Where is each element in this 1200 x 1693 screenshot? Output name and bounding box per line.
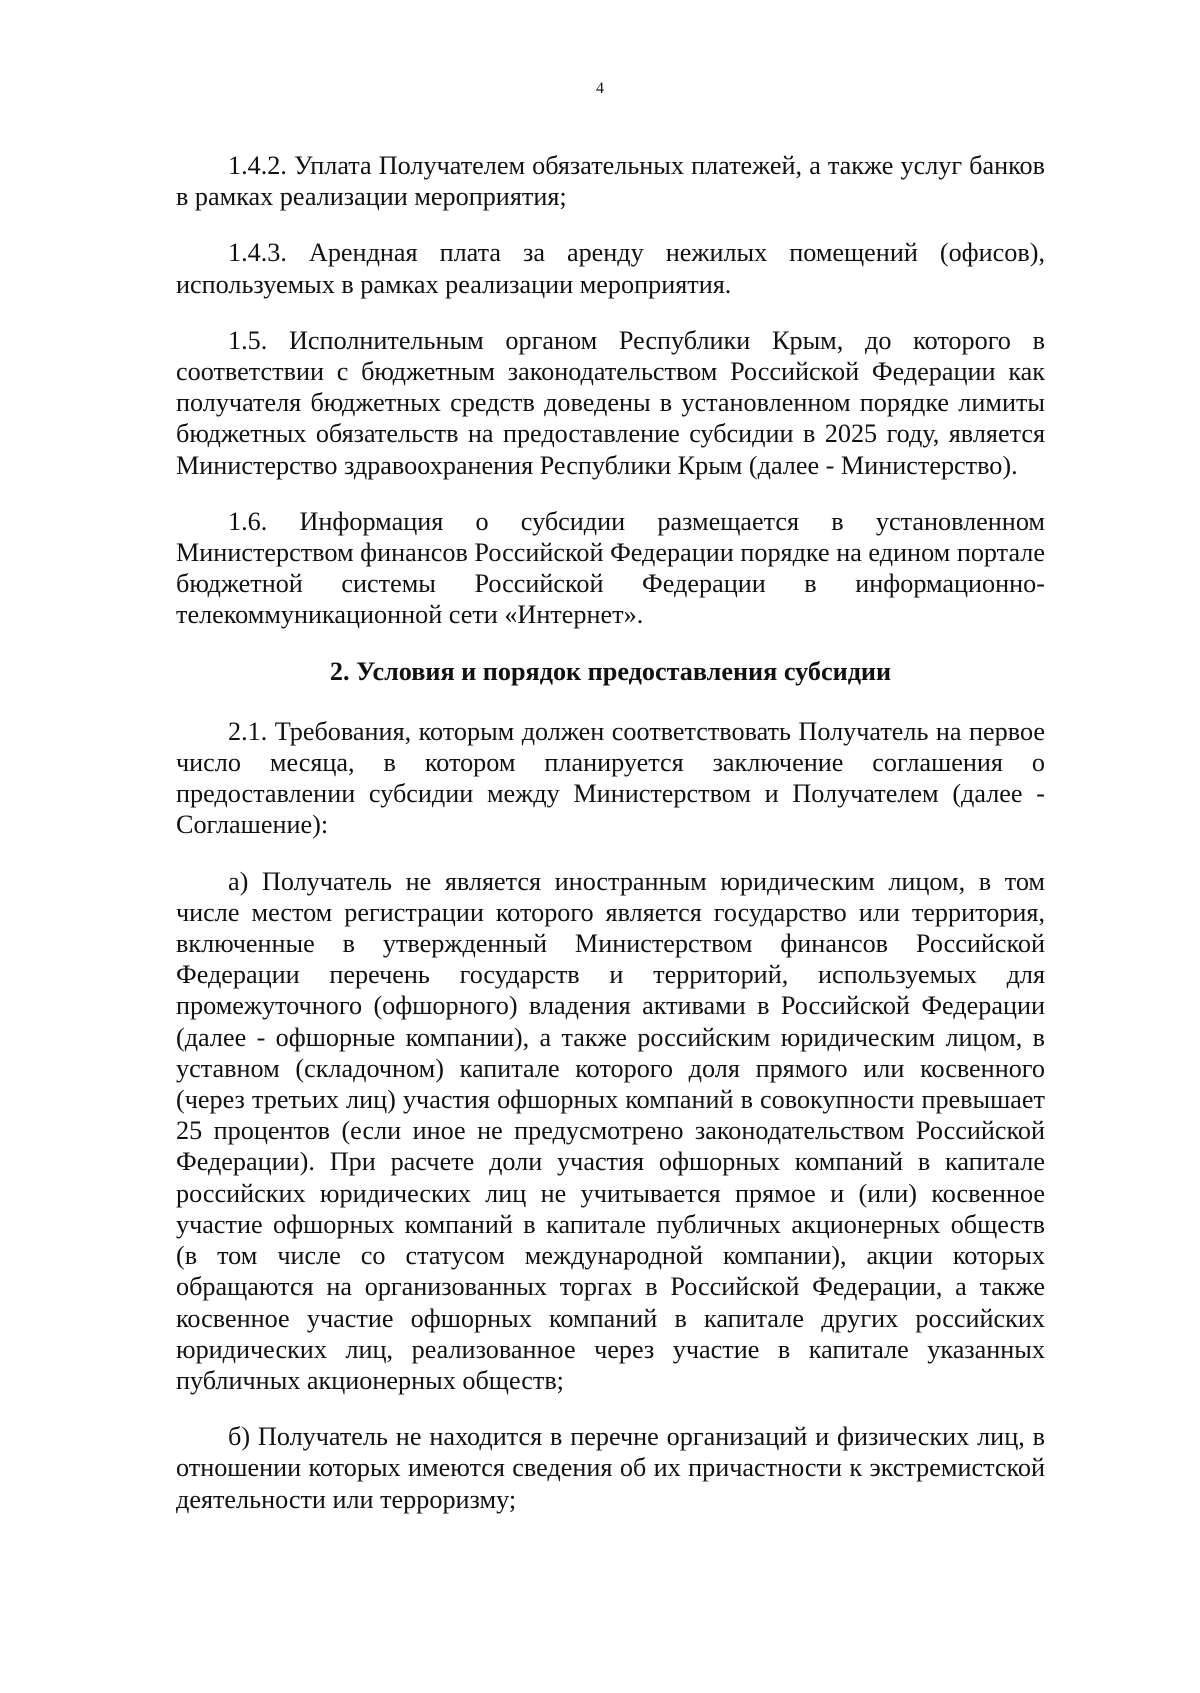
paragraph-1-5: 1.5. Исполнительным органом Республики Крым, до которого в соответствии с бюджетным законодательством Российской Федерации как получателя бюджетных средств доведены в установленном порядке лимиты бюджетных обязательств на предоставление субсидии в 2025 году, является Министерство здравоохранения Республики Крым (далее - Министерство). — [176, 325, 1045, 480]
paragraph-a: а) Получатель не является иностранным юридическим лицом, в том числе местом регистрации которого является государство или территория, включенные в утвержденный Министерством финансов Российской Федерации перечень государств и территорий, используемых для промежуточного (офшорного) владения активами в Российской Федерации (далее - офшорные компании), а также российским юридическим лицом, в уставном (складочном) капитале которого доля прямого или косвенного (через третьих лиц) участия офшорных компаний в совокупности превышает 25 процентов (если иное не предусмотрено законодательством Российской Федерации). При расчете доли участия офшорных компаний в капитале российских юридических лиц не учитывается прямое и (или) косвенное участие офшорных компаний в капитале публичных акционерных обществ (в том числе со статусом международной компании), акции которых обращаются на организованных торгах в Российской Федерации, а также косвенное участие офшорных компаний в капитале других российских юридических лиц, реализованное через участие в капитале указанных публичных акционерных обществ; — [176, 866, 1045, 1395]
paragraph-1-6: 1.6. Информация о субсидии размещается в установленном Министерством финансов Российской Федерации порядке на едином портале бюджетной системы Российской Федерации в информационно-телекоммуникационной сети «Интернет». — [176, 506, 1045, 630]
paragraph-1-4-2: 1.4.2. Уплата Получателем обязательных платежей, а также услуг банков в рамках реализации мероприятия; — [176, 151, 1045, 212]
document-body — [176, 150, 1045, 1540]
section-heading: 2. Условия и порядок предоставления субсидии — [329, 656, 892, 686]
paragraph-b: б) Получатель не находится в перечне организаций и физических лиц, в отношении которых имеются сведения об их причастности к экстремистской деятельности или терроризму; — [176, 1422, 1045, 1514]
page-number: 4 — [596, 80, 604, 97]
paragraph-1-4-3: 1.4.3. Арендная плата за аренду нежилых помещений (офисов), используемых в рамках реализации мероприятия. — [176, 238, 1045, 299]
paragraph-2-1: 2.1. Требования, которым должен соответствовать Получатель на первое число месяца, в котором планируется заключение соглашения о предоставлении субсидии между Министерством и Получателем (далее - Соглашение): — [176, 716, 1045, 840]
